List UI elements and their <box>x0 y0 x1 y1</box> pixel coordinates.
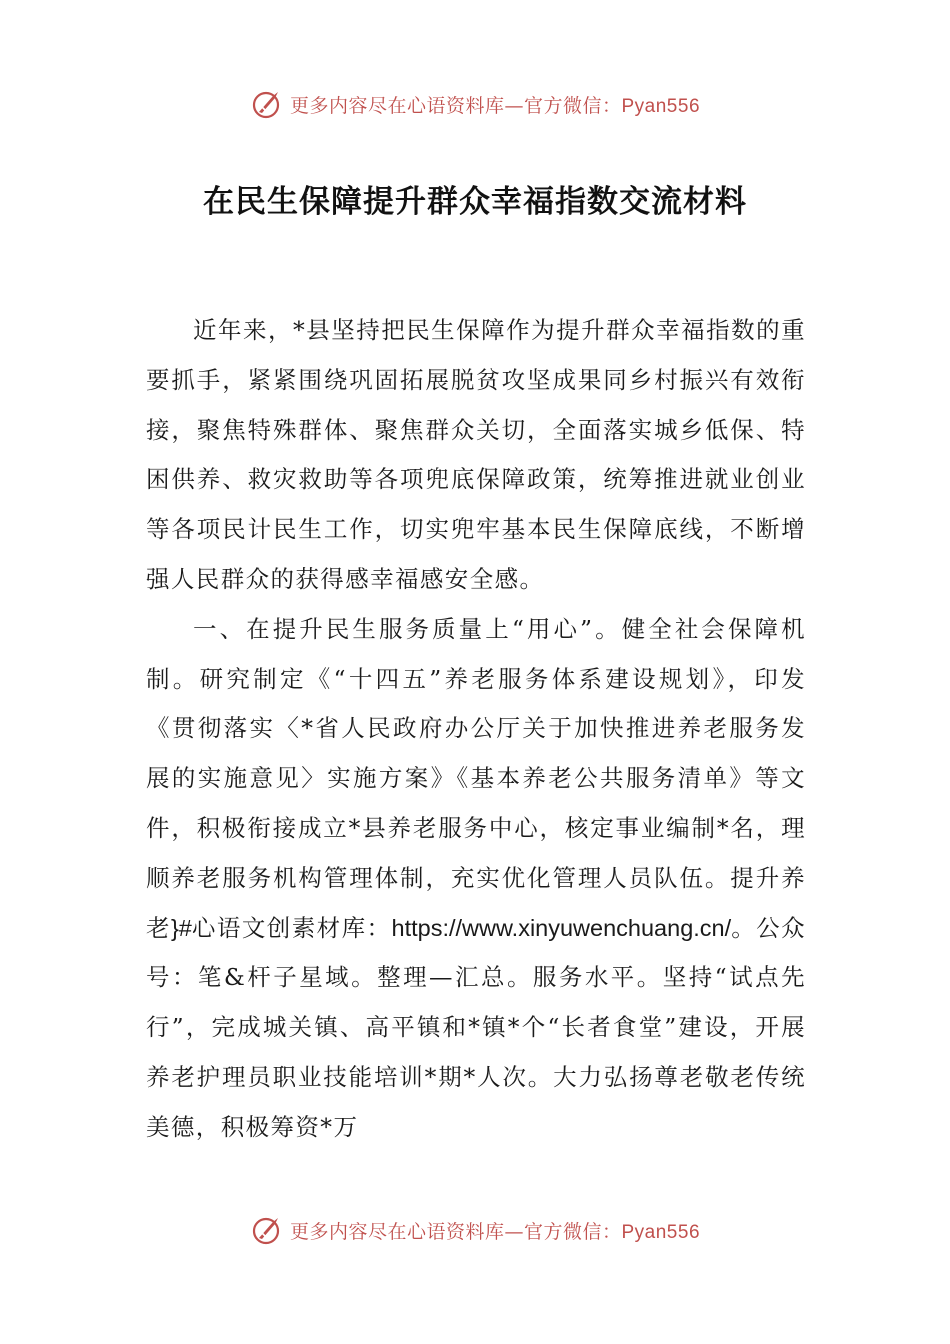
paragraph-section-one <box>146 605 806 1153</box>
watermark-text: 更多内容尽在心语资料库—官方微信：Pyan556 <box>289 1220 701 1243</box>
watermark-header <box>0 84 950 124</box>
quill-pen-circle-icon <box>250 1213 284 1247</box>
paragraph-intro: 近年来，*县坚持把民生保障作为提升群众幸福指数的重要抓手，紧紧围绕巩固拓展脱贫攻坚成果同乡村振兴有效衔接，聚焦特殊群体、聚焦群众关切，全面落实城乡低保、特困供养、救灾救助等各项兜底保障政策，统筹推进就业创业等各项民计民生工作，切实兜牢基本民生保障底线，不断增强人民群众的获得感幸福感安全感。 <box>146 316 806 593</box>
source-url: https://www.xinyuwenchuang.cn/ <box>391 914 732 941</box>
document-body <box>146 306 806 1153</box>
watermark-footer <box>0 1210 950 1250</box>
document-title: 在民生保障提升群众幸福指数交流材料 <box>203 184 747 220</box>
paragraph-text: 一、在提升民生服务质量上“用心”。健全社会保障机制。研究制定《“十四五”养老服务体系建设规划》，印发《贯彻落实〈*省人民政府办公厅关于加快推进养老服务发展的实施意见〉实施方案》《基本养老公共服务清单》等文件，积极衔接成立*县养老服务中心，核定事业编制*名，理顺养老服务机构管理体制，充实优化管理人员队伍。提升养老 <box>146 614 806 942</box>
paragraph-text: 。公众号：笔&杆子星域。整理—汇总。服务水平。坚持“试点先行”，完成城关镇、高平镇和*镇*个“长者食堂”建设，开展养老护理员职业技能培训*期*人次。大力弘扬尊老敬老传统美德，积极筹资*万 <box>146 913 807 1141</box>
quill-pen-circle-icon <box>250 87 284 121</box>
inline-marker: }# <box>170 914 192 941</box>
watermark-text: 更多内容尽在心语资料库—官方微信：Pyan556 <box>289 94 701 117</box>
paragraph-text: 心语文创素材库： <box>191 913 392 942</box>
